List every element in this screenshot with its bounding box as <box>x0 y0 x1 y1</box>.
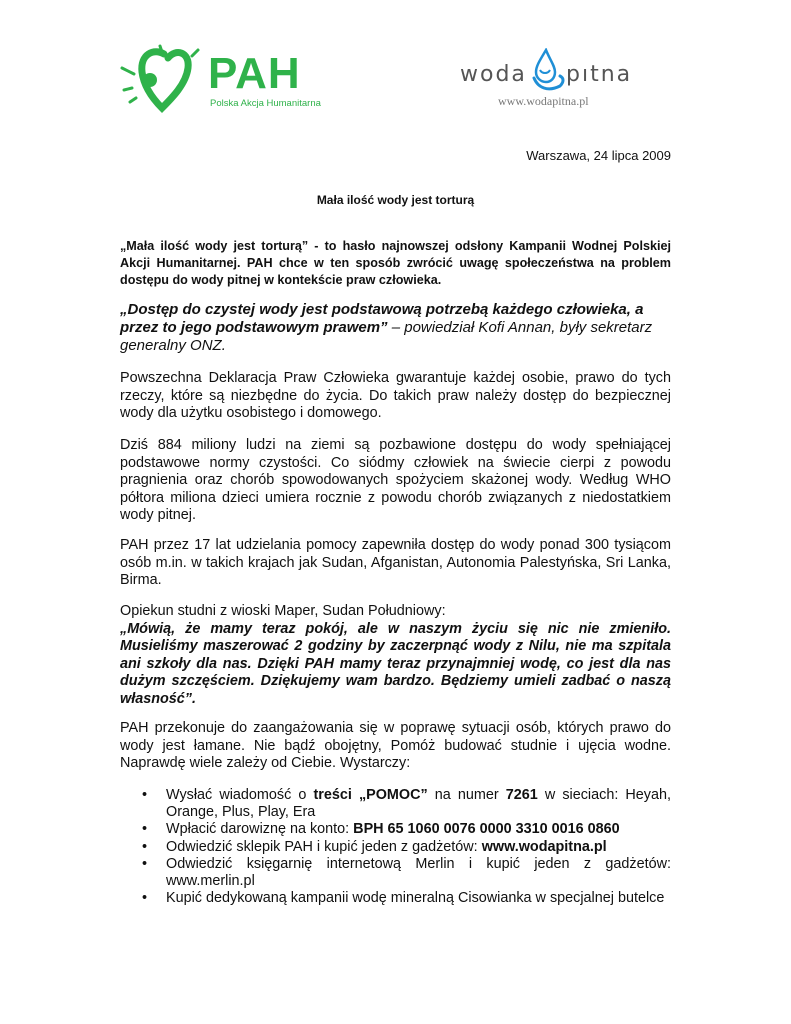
woda-pitna-logo <box>458 44 648 116</box>
pah-logo-subtitle: Polska Akcja Humanitarna <box>210 98 321 109</box>
bullet-icon: • <box>142 855 148 872</box>
paragraph-well-keeper <box>120 603 671 709</box>
woda-logo-word-right: pıtna <box>566 62 633 87</box>
well-keeper-quote: „Mówią, że mamy teraz pokój, ale w naszym życiu się nic nie zmieniło. Musieliśmy maszerować 2 godziny by zaczerpnąć wody z Nilu, nie ma szpitala ani szkoły dla nas. Dzięki PAH mamy teraz przynajmniej wodę, co jest dla nas dużym szczęściem. Dziękujemy wam bardzo. Będziemy umieli zadbać o naszą własność”. <box>120 620 671 707</box>
list-item: • Wysłać wiadomość o treści „POMOC” na numer 7261 w sieciach: Heyah, Orange, Plus, Play, Era <box>142 787 671 821</box>
sms-number: 7261 <box>505 787 538 803</box>
pah-heart-icon <box>120 44 210 116</box>
list-item: • Odwiedzić sklepik PAH i kupić jeden z gadżetów: www.wodapitna.pl <box>142 838 607 855</box>
annan-quote-attribution: – powiedział Kofi Annan, były sekretarz generalny ONZ. <box>120 319 653 354</box>
shop-link[interactable]: www.wodapitna.pl <box>481 838 607 855</box>
paragraph-call-to-action: PAH przekonuje do zaangażowania się w poprawę sytuacji osób, których prawo do wody jest łamane. Nie bądź obojętny, Pomóż budować studnie i ujęcia wodne. Naprawdę wiele zależy od Ciebie. Wystarczy: <box>120 720 671 772</box>
bank-account-number: BPH 65 1060 0076 0000 3310 0016 0860 <box>353 821 620 838</box>
annan-quote-bold: „Dostęp do czystej wody jest podstawową potrzebą każdego człowieka, a przez to jego podstawowym prawem” <box>120 301 644 336</box>
paragraph-pah-help: PAH przez 17 lat udzielania pomocy zapewniła dostęp do wody ponad 300 tysiącom osób m.in. w takich krajach jak Sudan, Afganistan, Autonomia Palestyńska, Sri Lanka, Birma. <box>120 537 671 589</box>
paragraph-rights: Powszechna Deklaracja Praw Człowieka gwarantuje każdej osobie, prawo do tych rzeczy, które są niezbędne do życia. Do takich praw należy dostęp do bezpiecznej wody dla użytku osobistego i domowego. <box>120 370 671 422</box>
sms-content: treści „POMOC” <box>313 787 428 803</box>
bullet-icon: • <box>142 838 148 855</box>
action-list <box>120 787 671 907</box>
document-date: Warszawa, 24 lipca 2009 <box>526 148 671 163</box>
bullet-icon: • <box>142 821 148 838</box>
bullet-icon: • <box>142 890 148 907</box>
pah-logo <box>120 44 330 116</box>
pah-logo-text: PAH <box>208 49 301 98</box>
paragraph-statistics: Dziś 884 miliony ludzi na ziemi są pozbawione dostępu do wody spełniającej podstawowe normy czystości. Co siódmy człowiek na świecie cierpi z powodu pragnienia oraz chorób spowodowanych spożyciem skażonej wody. Według WHO półtora miliona dzieci umiera rocznie z powodu chorób związanych z niedostatkiem wody pitnej. <box>120 437 671 524</box>
bullet-icon: • <box>142 787 148 803</box>
water-drop-hands-icon <box>530 48 566 94</box>
annan-quote <box>120 301 671 355</box>
well-keeper-intro: Opiekun studni z wioski Maper, Sudan Południowy: <box>120 603 446 619</box>
document-title: Mała ilość wody jest torturą <box>316 193 475 207</box>
list-item: • Kupić dedykowaną kampanii wodę mineralną Cisowianka w specjalnej butelce <box>142 890 665 907</box>
lead-paragraph: „Mała ilość wody jest torturą” - to hasło najnowszej odsłony Kampanii Wodnej Polskiej Akcji Humanitarnej. PAH chce w ten sposób zwrócić uwagę społeczeństwa na problem dostępu do wody pitnej w kontekście praw człowieka. <box>120 239 671 287</box>
list-item: • Odwiedzić księgarnię internetową Merlin i kupić jeden z gadżetów: www.merlin.pl <box>142 855 671 890</box>
list-item: • Wpłacić darowiznę na konto: BPH 65 1060 0076 0000 3310 0016 0860 <box>142 821 620 838</box>
woda-logo-word-left: woda <box>460 62 527 87</box>
woda-logo-url: www.wodapitna.pl <box>498 94 589 108</box>
